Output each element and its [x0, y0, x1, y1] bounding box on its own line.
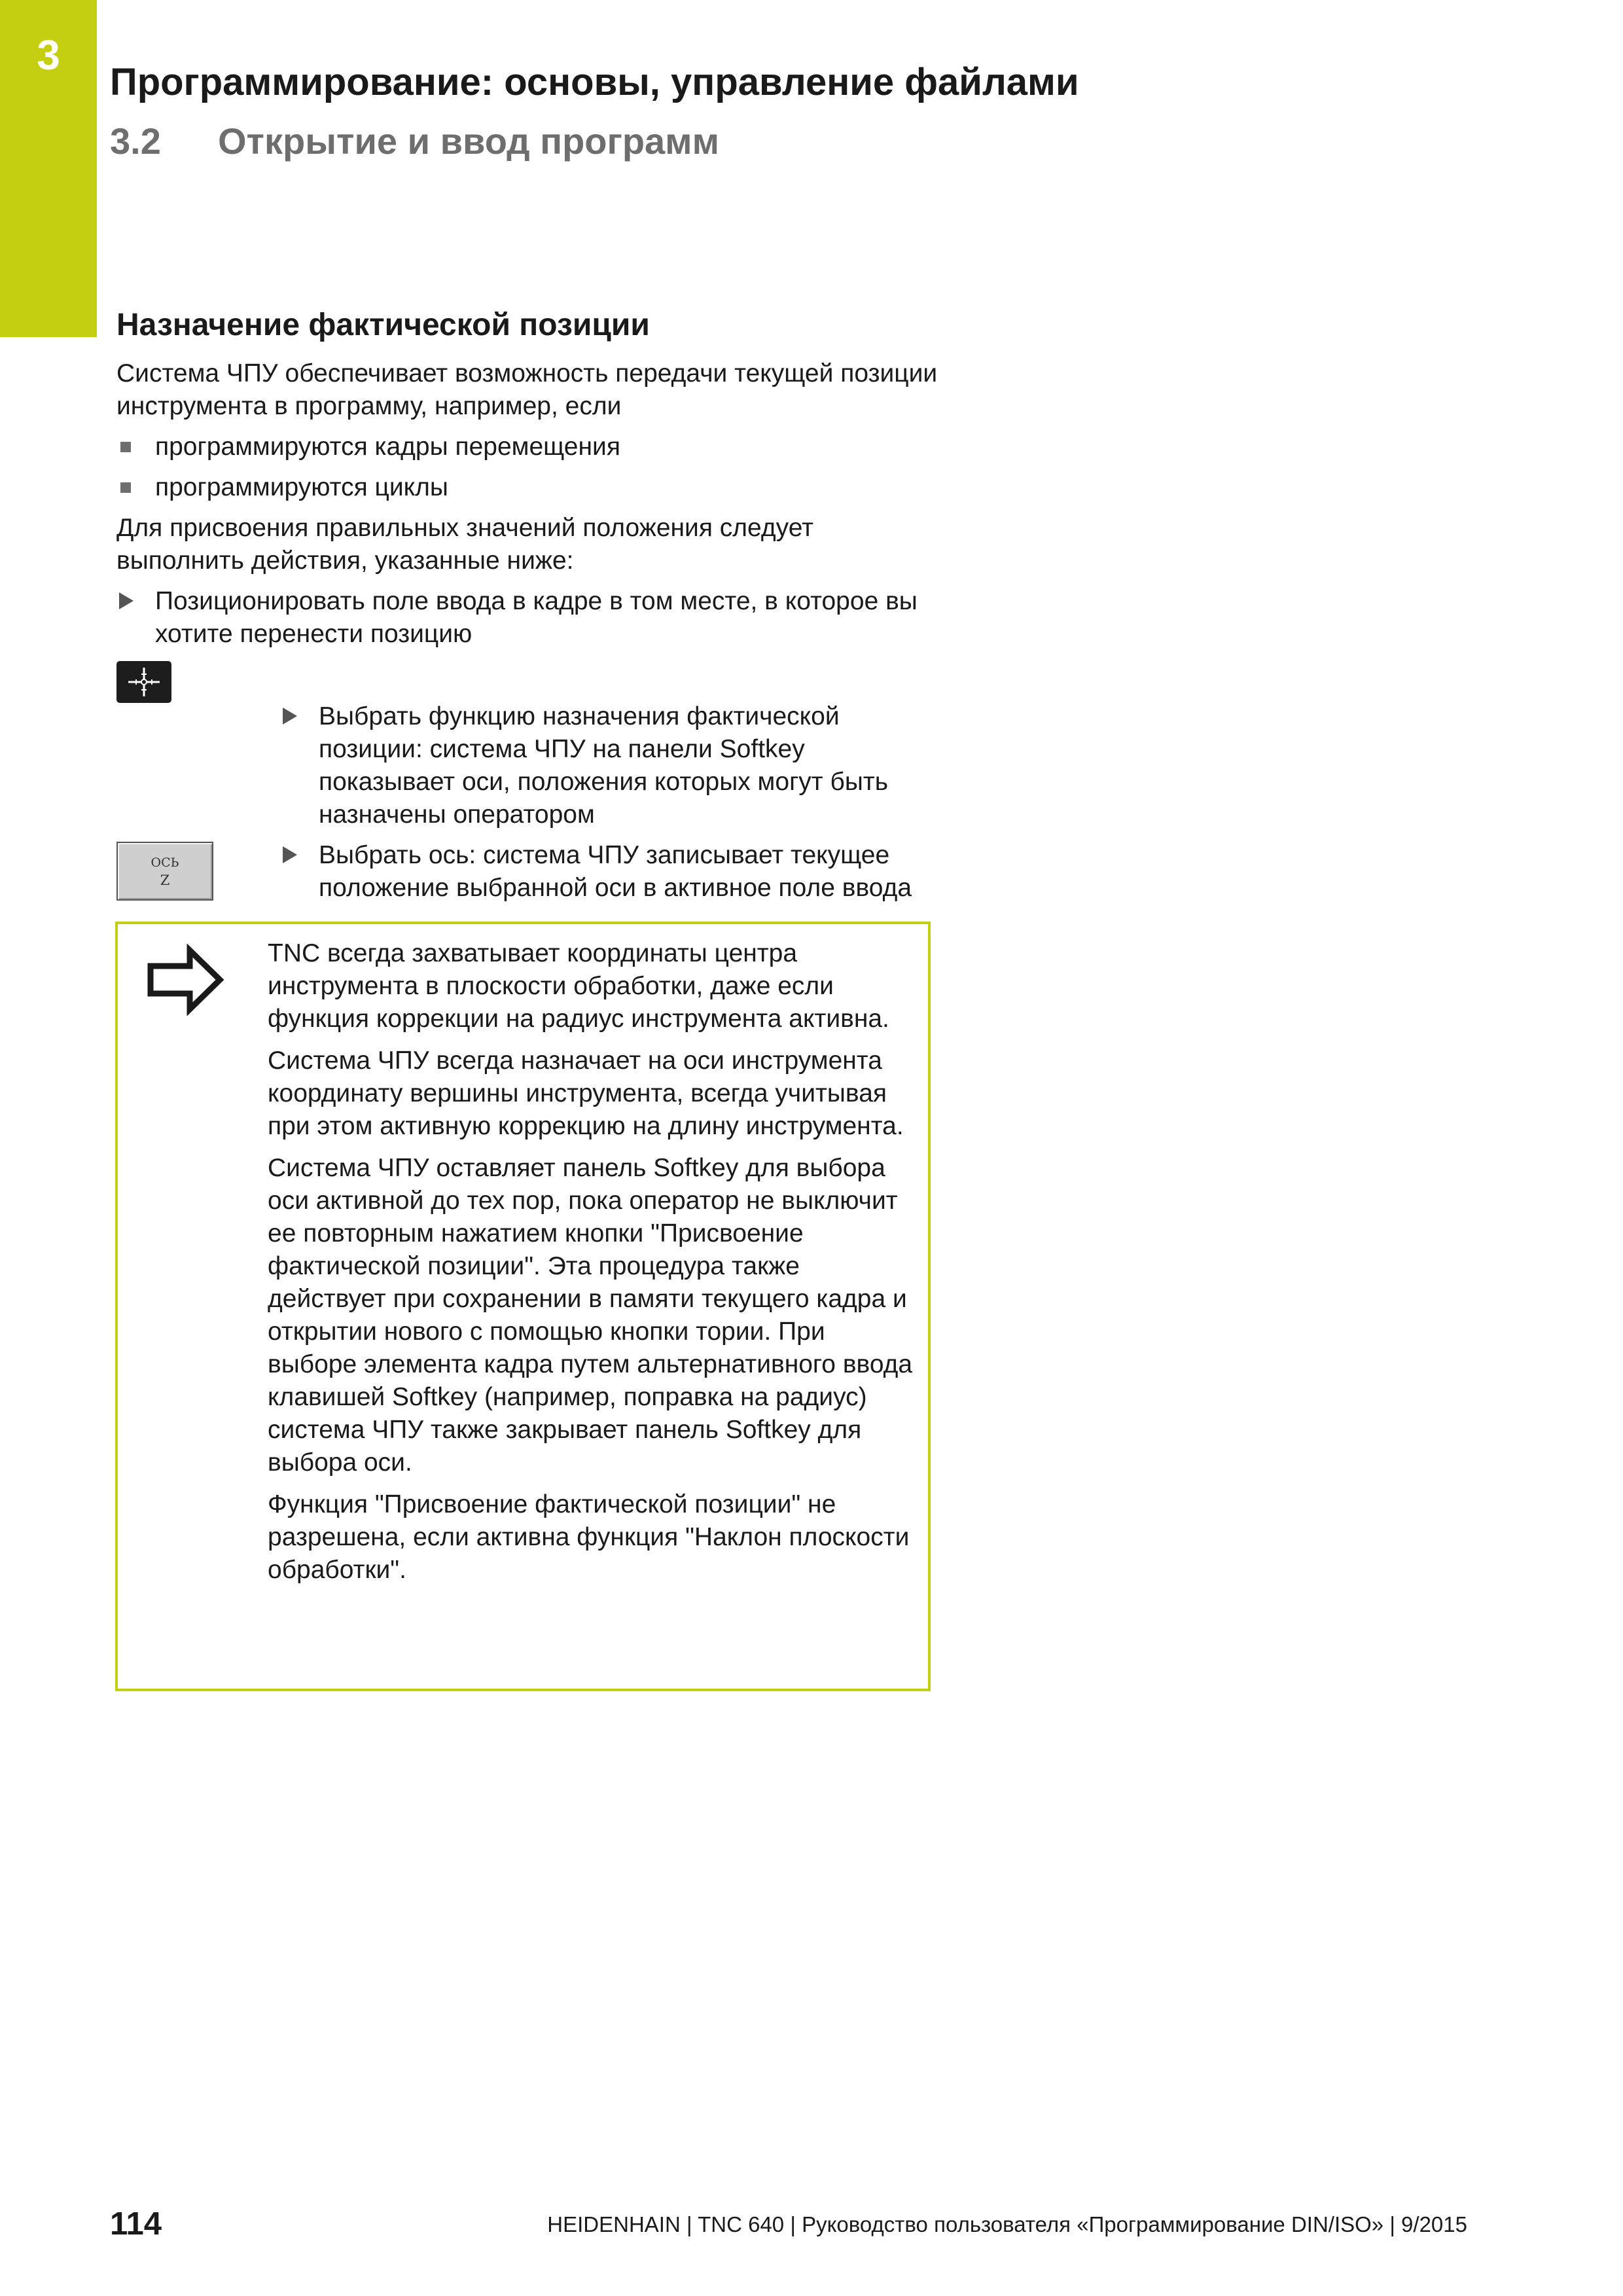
- section-heading: [110, 120, 719, 162]
- step-text: Выбрать функцию назначения фактической позиции: система ЧПУ на панели Softkey показывает оси, положения которых могут быть назначены оператором: [319, 702, 889, 829]
- instructions-intro: Для присвоения правильных значений положения следует выполнить действия, указанные ниже:: [116, 513, 813, 575]
- hint-arrow-icon: [147, 944, 225, 1019]
- note-paragraph: Функция "Присвоение фактической позиции" не разрешена, если активна функция "Наклон плоскости обработки".: [268, 1490, 910, 1584]
- chapter-tab: [0, 0, 97, 337]
- list-item: [116, 471, 941, 504]
- softkey-label: ОСЬ: [151, 855, 179, 870]
- softkey-step-row: [116, 658, 941, 831]
- intro-paragraph: Система ЧПУ обеспечивает возможность передачи текущей позиции инструмента в программу, например, если: [116, 359, 938, 420]
- step-arrow-icon: [283, 846, 297, 863]
- list-item-text: программируются циклы: [155, 473, 448, 501]
- step-arrow-icon: [283, 708, 297, 725]
- actual-position-capture-icon[interactable]: [116, 661, 171, 703]
- section-title: Открытие и ввод программ: [218, 120, 720, 162]
- step-arrow-icon: [119, 592, 134, 609]
- bullet-list: [116, 431, 941, 504]
- step-select-axis: [280, 839, 941, 905]
- footer-text: HEIDENHAIN | TNC 640 | Руководство пользователя «Программирование DIN/ISO» | 9/2015: [547, 2212, 1467, 2236]
- list-item: [116, 431, 941, 463]
- chapter-number: 3: [37, 31, 60, 79]
- chapter-title: Программирование: основы, управление файлами: [110, 61, 1079, 103]
- note-paragraph: Система ЧПУ всегда назначает на оси инструмента координату вершины инструмента, всегда учитывая при этом активную коррекцию на длину инструмента.: [268, 1047, 904, 1140]
- bullet-square-icon: [120, 442, 131, 452]
- list-item-text: программируются кадры перемещения: [155, 432, 620, 461]
- step-text: Выбрать ось: система ЧПУ записывает текущее положение выбранной оси в активное поле ввода: [319, 840, 912, 902]
- page-number: 114: [110, 2206, 162, 2242]
- note-paragraph: TNC всегда захватывает координаты центра инструмента в плоскости обработки, даже если функция коррекции на радиус инструмента активна.: [268, 939, 889, 1033]
- axis-z-softkey[interactable]: [116, 842, 213, 901]
- note-paragraph: Система ЧПУ оставляет панель Softkey для выбора оси активной до тех пор, пока оператор не выключит ее повторным нажатием кнопки "Присвоение фактической позиции". Эта процедура также действует при сохранении в памяти текущего кадра и открытии нового с помощью кнопки тории. При выборе элемента кадра путем альтернативного ввода клавишей Softkey (например, поправка на радиус) система ЧПУ также закрывает панель Softkey для выбора оси.: [268, 1154, 913, 1477]
- step-text: Позиционировать поле ввода в кадре в том месте, в которое вы хотите перенести позицию: [155, 586, 918, 648]
- step-position-field: [116, 585, 941, 651]
- note-box: [115, 922, 931, 1691]
- subsection-heading: Назначение фактической позиции: [116, 308, 650, 342]
- bullet-square-icon: [120, 482, 131, 493]
- section-number: 3.2: [110, 120, 161, 162]
- softkey-axis-letter: Z: [160, 872, 170, 888]
- main-content: [116, 306, 941, 945]
- note-text: [268, 937, 916, 1596]
- step-select-function: [280, 700, 941, 831]
